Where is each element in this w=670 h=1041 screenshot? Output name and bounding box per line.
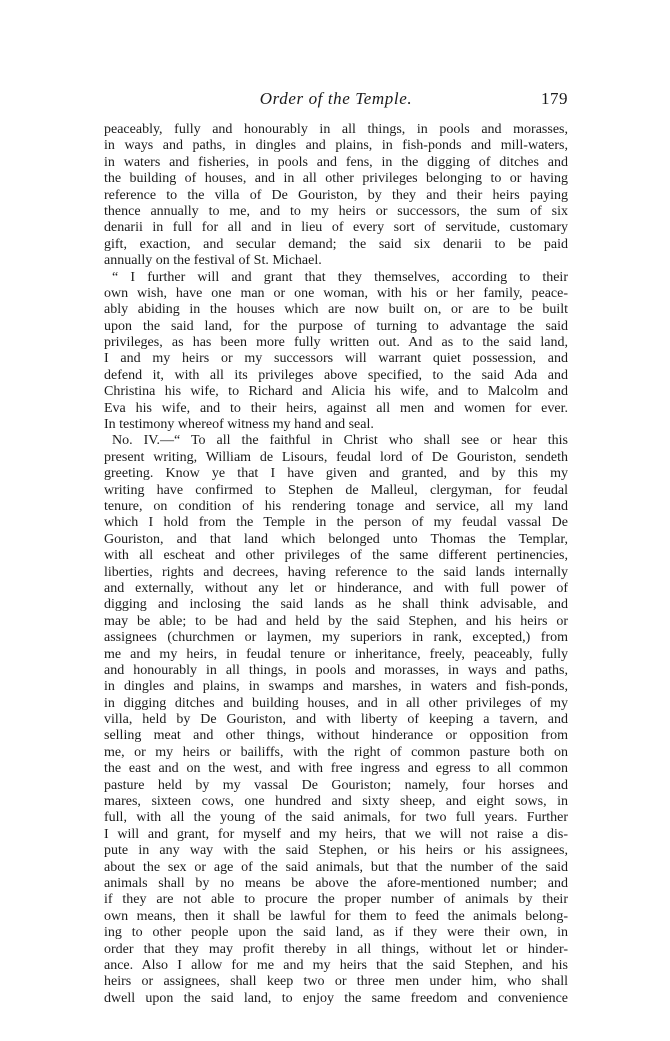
text-line: and externally, without any let or hinderance, and with full power of xyxy=(104,580,568,596)
text-line: animals shall by no means be above the afore-mentioned number; and xyxy=(104,875,568,891)
text-line: in ways and paths, in dingles and plains, in fish-ponds and mill-waters, xyxy=(104,138,568,154)
text-line: present writing, William de Lisours, feudal lord of De Gouriston, sendeth xyxy=(104,449,568,465)
text-line: in digging ditches and building houses, and in all other privileges of my xyxy=(104,695,568,711)
text-line: annually on the festival of St. Michael. xyxy=(104,253,322,269)
text-line: defend it, with all its privileges above specified, to the said Ada and xyxy=(104,367,568,383)
text-line: In testimony whereof witness my hand and seal. xyxy=(104,417,374,433)
text-line: ing to other people upon the said land, as if they were their own, in xyxy=(104,925,568,941)
running-head xyxy=(104,89,568,111)
page-number: 179 xyxy=(541,89,568,108)
text-line: about the sex or age of the said animals, but that the number of the said xyxy=(104,859,568,875)
text-line: villa, held by De Gouriston, and with liberty of keeping a tavern, and xyxy=(104,712,568,728)
text-line: reference to the villa of De Gouriston, by they and their heirs paying xyxy=(104,187,568,203)
text-line: liberties, rights and decrees, having reference to the said lands internally xyxy=(104,564,568,580)
text-line: denarii in full for all and in lieu of every sort of servitude, customary xyxy=(104,220,568,236)
text-line: me, or my heirs or bailiffs, with the right of common pasture both on xyxy=(104,744,568,760)
text-line: if they are not able to procure the proper number of animals by their xyxy=(104,892,568,908)
text-line: pute in any way with the said Stephen, or his heirs or his assignees, xyxy=(104,843,568,859)
text-line: the east and on the west, and with free ingress and egress to all common xyxy=(104,761,568,777)
text-line: in dingles and plains, in swamps and marshes, in waters and fish-ponds, xyxy=(104,679,568,695)
text-line: own means, then it shall be lawful for them to feed the animals belong- xyxy=(104,908,568,924)
text-line: digging and inclosing the said lands as he shall think advisable, and xyxy=(104,597,568,613)
text-line: selling meat and other things, without hinderance or opposition from xyxy=(104,728,568,744)
text-line: order that they may profit thereby in all things, without let or hinder- xyxy=(104,941,568,957)
text-line: heirs or assignees, shall keep two or three men under him, who shall xyxy=(104,974,568,990)
text-line: which I hold from the Temple in the person of my feudal vassal De xyxy=(104,515,568,531)
text-line: “ I further will and grant that they themselves, according to their xyxy=(112,269,568,285)
text-line: ance. Also I allow for me and my heirs that the said Stephen, and his xyxy=(104,957,568,973)
text-line: own wish, have one man or one woman, with his or her family, peace- xyxy=(104,285,568,301)
text-line: in waters and fisheries, in pools and fens, in the digging of ditches and xyxy=(104,154,568,170)
text-line: may be able; to be had and held by the said Stephen, and his heirs or xyxy=(104,613,568,629)
text-line: thence annually to me, and to my heirs or successors, the sum of six xyxy=(104,203,568,219)
text-line: me and my heirs, in feudal tenure or inheritance, freely, peaceably, fully xyxy=(104,646,568,662)
text-line: mares, sixteen cows, one hundred and sixty sheep, and eight sows, in xyxy=(104,794,568,810)
text-line: tenure, on condition of his rendering tonage and service, all my land xyxy=(104,498,568,514)
text-line: greeting. Know ye that I have given and granted, and by this my xyxy=(104,466,568,482)
text-line: Gouriston, and that land which belonged unto Thomas the Templar, xyxy=(104,531,568,547)
text-line: upon the said land, for the purpose of turning to advantage the said xyxy=(104,318,568,334)
text-line: pasture held by my vassal De Gouriston; namely, four horses and xyxy=(104,777,568,793)
text-line: full, with all the young of the said animals, for two full years. Further xyxy=(104,810,568,826)
body-text xyxy=(104,122,568,1007)
text-line: privileges, as has been more fully written out. And as to the said land, xyxy=(104,335,568,351)
text-line: I and my heirs or my successors will warrant quiet possession, and xyxy=(104,351,568,367)
text-line: No. IV.—“ To all the faithful in Christ who shall see or hear this xyxy=(112,433,568,449)
text-line: gift, exaction, and secular demand; the said six denarii to be paid xyxy=(104,236,568,252)
text-line: writing have confirmed to Stephen de Malleul, clergyman, for feudal xyxy=(104,482,568,498)
text-line: dwell upon the said land, to enjoy the same freedom and convenience xyxy=(104,990,568,1006)
text-line: with all escheat and other privileges of the same different pertinencies, xyxy=(104,548,568,564)
running-title: Order of the Temple. xyxy=(259,89,413,108)
text-line: peaceably, fully and honourably in all things, in pools and morasses, xyxy=(104,122,568,137)
text-line: ably abiding in the houses which are now built on, or are to be built xyxy=(104,302,568,318)
text-line: Christina his wife, to Richard and Alicia his wife, and to Malcolm and xyxy=(104,384,568,400)
text-line: Eva his wife, and to their heirs, against all men and women for ever. xyxy=(104,400,568,416)
text-line: the building of houses, and in all other privileges belonging to or having xyxy=(104,171,568,187)
text-line: and honourably in all things, in pools and morasses, in ways and paths, xyxy=(104,662,568,678)
text-line: I will and grant, for myself and my heirs, that we will not raise a dis- xyxy=(104,826,568,842)
text-line: assignees (churchmen or laymen, my superiors in rank, excepted,) from xyxy=(104,630,568,646)
